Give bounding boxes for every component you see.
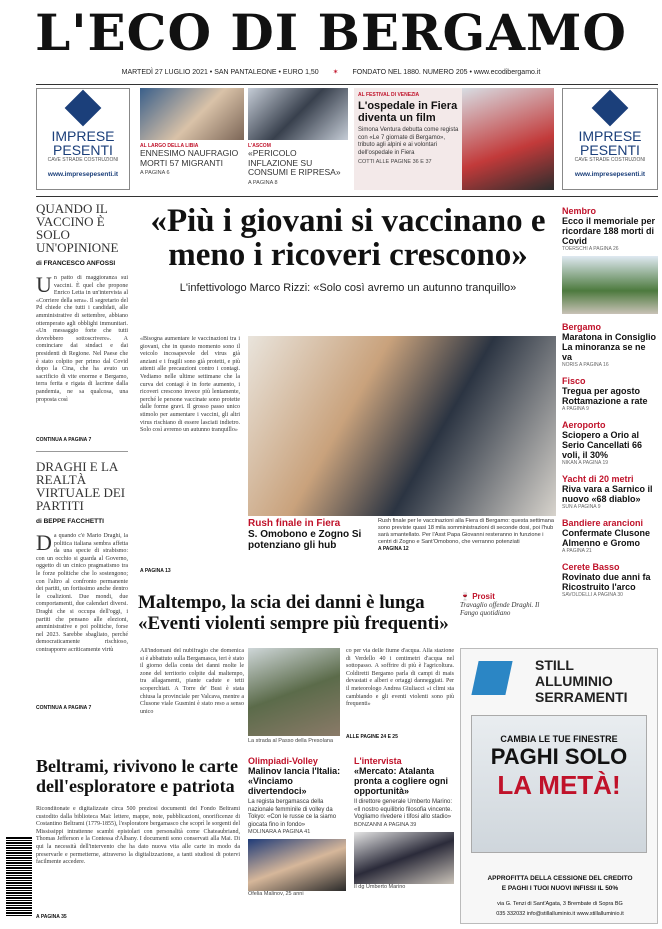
teaser-kicker: L'ASCOM: [248, 143, 271, 149]
maltempo-caption: La strada al Passo della Presolana: [248, 738, 333, 744]
divider: [36, 451, 128, 452]
ad-pesenti-left[interactable]: [36, 88, 130, 190]
volley-page: MOLINARA A PAGINA 41: [248, 829, 311, 835]
star-icon: ✶: [332, 69, 339, 76]
main-story[interactable]: [138, 204, 558, 294]
sidebar-tag: Bandiere arancioni: [562, 518, 644, 528]
dateline-right: FONDATO NEL 1880. NUMERO 205 • www.ecodibergamo.it: [352, 69, 541, 76]
beltrami-text: Riconditonate e digitalizzate circa 500 preziosi documenti del Fondo Beltrami custodito dalla biblioteca Mai: lettere, mappe, note, pubblicazioni, onorificenze di Costantino Beltrami (1779-1855), l'esploratore bergamasco che scoprì le sorgenti del Mississippi intrattenne scambi epistolari con personalità come Chateaubriand, Thomas Jefferson e la Contessa d'Albany. I documenti sono conservati alla Mai. Di qui la necessità dell'intervento che ha dato nuova vita alle carte in modo da preservarle e permetterne, attraverso la digitalizzazione, a tanti studiosi di potervi facilmente accedere.: [36, 806, 240, 866]
main-photo: [248, 336, 556, 516]
main-subhead: L'infettivologo Marco Rizzi: «Solo così avremo un autunno tranquillo»: [179, 282, 517, 294]
maltempo-body-2: co per via delle fiume d'acqua. Alla stazione di Verdello 40 i centimetri d'acqua nel sottopasso. A soffrire di più è l'agricoltura. Coldiretti Bergamo parla di campi di mais devastati e alberi e ortaggi danneggiati. Per il meteorologo Andrea Giuliacci «i climi sta cambiando e gli eventi violenti sono più frequenti»: [346, 648, 454, 708]
prosit-text: Travaglio offende Draghi. Il Fango quotidiano: [460, 601, 540, 617]
venezia-photo: [462, 88, 554, 190]
teaser-page: A PAGINA 8: [248, 179, 278, 186]
ad-url[interactable]: www.impresepesenti.it: [574, 171, 646, 178]
opinion1-author-name: FRANCESCO ANFOSSI: [43, 260, 116, 267]
ad-pesenti-right[interactable]: [562, 88, 658, 190]
opinion1-title: QUANDO IL VACCINO È SOLO UN'OPINIONE: [36, 201, 119, 255]
barcode: [6, 836, 32, 916]
maltempo-headline: Maltempo, la scia dei danni è lunga «Eventi violenti sempre più frequenti»: [138, 592, 449, 634]
intervista-kicker: L'intervista: [354, 756, 402, 766]
ad-tagline: CAVE STRADE COSTRUZIONI: [574, 157, 646, 163]
intervista-headline: «Mercato: Atalanta pronta a cogliere ogni opportunità»: [354, 766, 449, 796]
sidebar-item[interactable]: [562, 322, 658, 368]
sidebar-headline: Confermate Clusone Almenno e Gromo: [562, 528, 651, 548]
volley-photo: [248, 839, 346, 891]
maltempo-photo: [248, 648, 340, 736]
ad-brand-1: IMPRESE: [578, 128, 642, 144]
sidebar-tag: Nembro: [562, 206, 597, 216]
still-logo-text: [535, 657, 628, 705]
ad-url[interactable]: www.impresepesenti.it: [47, 171, 119, 178]
intervista-story[interactable]: [354, 756, 454, 924]
still-poster: [471, 715, 647, 853]
ad-still[interactable]: [460, 648, 658, 924]
sidebar-page: A PAGINA 9: [562, 406, 589, 412]
main-text-col1: [140, 336, 240, 572]
still-address: via G. Tenzi di Sant'Agata, 3 Brembate di Sopra BG: [497, 901, 623, 907]
opinion1-body: Un patto di maggioranza sui vaccini. È quel che propone Enrico Letta in un'intervista al «Corriere della sera». Il segretario del Pd chiede che tutti i candidati, alle amministrative di settembre, abbiano ottemperato agli obblighi immunitari. «Un messaggio forte che tutti dovrebbero sottoscrivere». A cominciare dai sindaci e dai presidenti di Regione. Nel Paese che è stato colpito per primo dal Covid dopo la Cina, che ha avuto un sacrificio di vite enorme e Bergamo, terra ferita e rigata di lacrime dalla pandemia, ne sa qualcosa, una proposta così: [36, 275, 128, 403]
volley-caption: Ofelia Malinov, 25 anni: [248, 891, 304, 897]
sidebar-page: TOERSCHI A PAGINA 26: [562, 246, 619, 252]
sidebar-page: A PAGINA 21: [562, 548, 592, 554]
opinion2-title: DRAGHI E LA REALTÀ VIRTUALE DEI PARTITI: [36, 459, 126, 513]
sidebar-headline: Ecco il memoriale per ricordare 188 morti di Covid: [562, 216, 656, 246]
sidebar-headline: Maratona in Consiglio La minoranza se ne va: [562, 332, 657, 362]
beltrami-body: [36, 806, 240, 924]
venezia-headline: L'ospedale in Fiera diventa un film: [358, 100, 458, 124]
sidebar-tag: Aeroporto: [562, 420, 606, 430]
section-rule: [36, 196, 658, 197]
sidebar-tag: Bergamo: [562, 322, 602, 332]
sidebar-page: SUN A PAGINA 9: [562, 504, 601, 510]
sidebar-tag: Cerete Basso: [562, 562, 620, 572]
intervista-caption: Il dg Umberto Marino: [354, 883, 406, 890]
teaser-headline: ENNESIMO NAUFRAGIO MORTI 57 MIGRANTI: [140, 148, 239, 168]
teaser-migranti[interactable]: [140, 88, 244, 190]
sidebar-headline: Tregua per agosto Rottamazione a rate: [562, 386, 648, 406]
volley-kicker: Olimpiadi-Volley: [248, 756, 318, 766]
masthead-rule: [36, 84, 658, 85]
main-body-1: «Bisogna aumentare le vaccinazioni tra i giovani, che in questo momento sono il veicolo incosapevole del virus già anziani e i fragili sono già protetti, e più attenti alle precauzioni contro i contagi. Vediamo nelle ultime settimane che la curva dei contagi è in forte aumento, i ricoveri crescono invece più lentamente, perché le persone vaccinate sono protette dalle forme gravi. Il grosso passo unico stimolo per aumentare i vaccini, gli altri virus rischiano di essere lasciati indietro. Solo così avremo un autunno tranquillo»: [140, 336, 240, 434]
venezia-page: COTTI ALLE PAGINE 36 E 37: [358, 159, 432, 165]
ad-tagline: CAVE STRADE COSTRUZIONI: [47, 157, 119, 163]
volley-body: La regista bergamasca della nazionale femminile di volley da Tokyo: «Con le russe ce la siamo giocata fino in fondo»: [248, 799, 337, 828]
photo-page[interactable]: A PAGINA 12: [378, 546, 409, 552]
sidebar-headline: Riva vara a Sarnico il nuovo «68 diablo»: [562, 484, 653, 504]
beltrami-page[interactable]: A PAGINA 35: [36, 914, 67, 920]
still-poster-2: PAGHI SOLO: [490, 744, 628, 769]
teaser-venezia[interactable]: [354, 88, 554, 190]
intervista-photo: [354, 832, 454, 884]
sidebar-item[interactable]: [562, 518, 658, 554]
sidebar-item[interactable]: [562, 562, 658, 598]
still-contacts[interactable]: 035 332032 info@stillalluminio.it www.stillalluminio.it: [496, 911, 624, 917]
opinion2-author: di BEPPE FACCHETTI: [36, 518, 104, 525]
maltempo-col1: [140, 648, 244, 748]
main-photo-kicker-box: [248, 518, 374, 551]
sidebar-tag: Fisco: [562, 376, 586, 386]
still-poster-1: CAMBIA LE TUE FINESTRE: [500, 734, 618, 744]
diamond-logo-icon: [65, 90, 102, 127]
photo-kicker: Rush finale in Fiera: [248, 518, 341, 529]
opinion2-body: Da quando c'è Mario Draghi, la politica italiana sembra affetta da una specie di strabismo: con un occhio si guarda al Governo, oggetto di un cinico pragmatismo tra le forze politiche che lo sostengono; con l'altro al confronto permanente dei partiti, un fortissimo anche dentro le coalizioni. Due mondi, due comportamenti, due calendari diversi. Draghi che si occupa dell'oggi, i partiti che pensano alle elezioni, amministrative e poi politiche, forse nel 2023. Sarebbe sbagliato, perché democraticamente rischioso, contrapporre acriticamente virtù: [36, 533, 128, 653]
maltempo-col2: [346, 648, 454, 744]
sidebar-headline: Rovinato due anni fa Ricostruito l'arco: [562, 572, 651, 592]
sidebar-item[interactable]: [562, 206, 658, 252]
prosit-title-text: Prosit: [472, 592, 495, 601]
volley-headline: Malinov lancia l'Italia: «Vinciamo divertendoci»: [248, 766, 341, 796]
maltempo-story[interactable]: [138, 592, 456, 634]
sidebar-page: NORIS A PAGINA 16: [562, 362, 609, 368]
volley-story[interactable]: [248, 756, 346, 924]
ad-brand-2: PESENTI: [53, 142, 113, 158]
still-l3: SERRAMENTI: [535, 689, 628, 705]
teaser-ascom[interactable]: [248, 88, 348, 190]
teaser-headline: «PERICOLO INFLAZIONE SU CONSUMI E RIPRESA»: [248, 148, 341, 177]
maltempo-body-1: All'indomani del nubifragio che domenica si è abbattuto sulla Bergamasca, ieri è stato il giorno della conta dei danni molte le zone del territorio colpite dal maltempo, tra allagamenti, piante cadute e tetti scoperchiati. A Torre de' Busi è stata chiusa la provinciale per Valcava, mentre a Clusone viale Gusmini è stato reso a senso unico: [140, 648, 244, 715]
dateline: [0, 68, 662, 82]
sidebar-item[interactable]: [562, 474, 658, 510]
sidebar-page: NIKAN A PAGINA 19: [562, 460, 609, 466]
prosit-box: [460, 592, 558, 632]
still-promo-2: E PAGHI I TUOI NUOVI INFISSI IL 50%: [501, 885, 619, 892]
intervista-page: BONZANNI A PAGINA 39: [354, 821, 417, 828]
beltrami-story[interactable]: [36, 756, 240, 796]
teaser-photo: [140, 88, 244, 140]
photo-caption: Rush finale per le vaccinazioni alla Fiera di Bergamo: questa settimana sono previste quasi 18 mila somministrazioni di seconde dosi, poi l'hub sarà smantellato. Per l'Asst Papa Giovanni resteranno in funzione i centri di Zogno e Sant'Omobono, che verranno potenziati: [378, 518, 554, 545]
venezia-body: Simona Ventura debutta come regista con «Le 7 giornate di Bergamo», tributo agli alpini e ai volontari dell'ospedale in Fiera: [358, 127, 459, 156]
still-l2: ALLUMINIO: [535, 673, 613, 689]
opinion2-author-name: BEPPE FACCHETTI: [43, 518, 104, 525]
still-l1: STILL: [535, 657, 574, 673]
still-promo-1: APPROFITTA DELLA CESSIONE DEL CREDITO: [487, 875, 633, 882]
opinion2-continue[interactable]: CONTINUA A PAGINA 7: [36, 705, 92, 711]
main-page[interactable]: A PAGINA 13: [140, 568, 171, 574]
opinion1-continue[interactable]: CONTINUA A PAGINA 7: [36, 437, 92, 443]
still-logo-icon: [471, 661, 512, 695]
ad-brand-2: PESENTI: [580, 142, 640, 158]
venezia-kicker: AL FESTIVAL DI VENEZIA: [358, 92, 420, 98]
ad-brand-1: IMPRESE: [51, 128, 115, 144]
sidebar-headline: Sciopero a Orio al Serio Cancellati 66 voli, il 30%: [562, 430, 643, 460]
sidebar-item[interactable]: [562, 376, 658, 412]
intervista-body: Il direttore generale Umberto Marino: «Il nostro equilibrio filosofia vincente. Vogliamo rivedere i tifosi allo stadio»: [354, 799, 453, 820]
maltempo-page[interactable]: ALLE PAGINE 24 E 25: [346, 734, 398, 740]
beltrami-headline: Beltrami, rivivono le carte dell'esploratore e patriota: [36, 756, 238, 796]
sidebar-photo: [562, 256, 658, 314]
dateline-left: MARTEDÌ 27 LUGLIO 2021 • SAN PANTALEONE • EURO 1,50: [121, 69, 319, 76]
sidebar-item[interactable]: [562, 420, 658, 466]
teaser-page: A PAGINA 6: [140, 170, 170, 176]
sidebar-tag: Yacht di 20 metri: [562, 474, 634, 484]
main-photo-caption: [378, 518, 556, 552]
opinion1-author: di FRANCESCO ANFOSSI: [36, 260, 116, 267]
glass-icon: 🍷: [460, 592, 470, 601]
photo-headline: S. Omobono e Zogno Si potenziano gli hub: [248, 529, 362, 551]
sidebar: [562, 206, 658, 634]
opinion-column: [36, 202, 128, 742]
teaser-kicker: AL LARGO DELLA LIBIA: [140, 143, 199, 149]
sidebar-page: SAVOLDELLI A PAGINA 30: [562, 592, 623, 598]
masthead-title: L'ECO DI BERGAMO: [35, 3, 627, 62]
diamond-logo-icon: [592, 90, 629, 127]
prosit-title: [460, 592, 558, 601]
main-headline: «Più i giovani si vaccinano e meno i ricoveri crescono»: [150, 203, 546, 273]
teaser-photo: [248, 88, 348, 140]
still-poster-3: LA METÀ!: [497, 770, 621, 800]
